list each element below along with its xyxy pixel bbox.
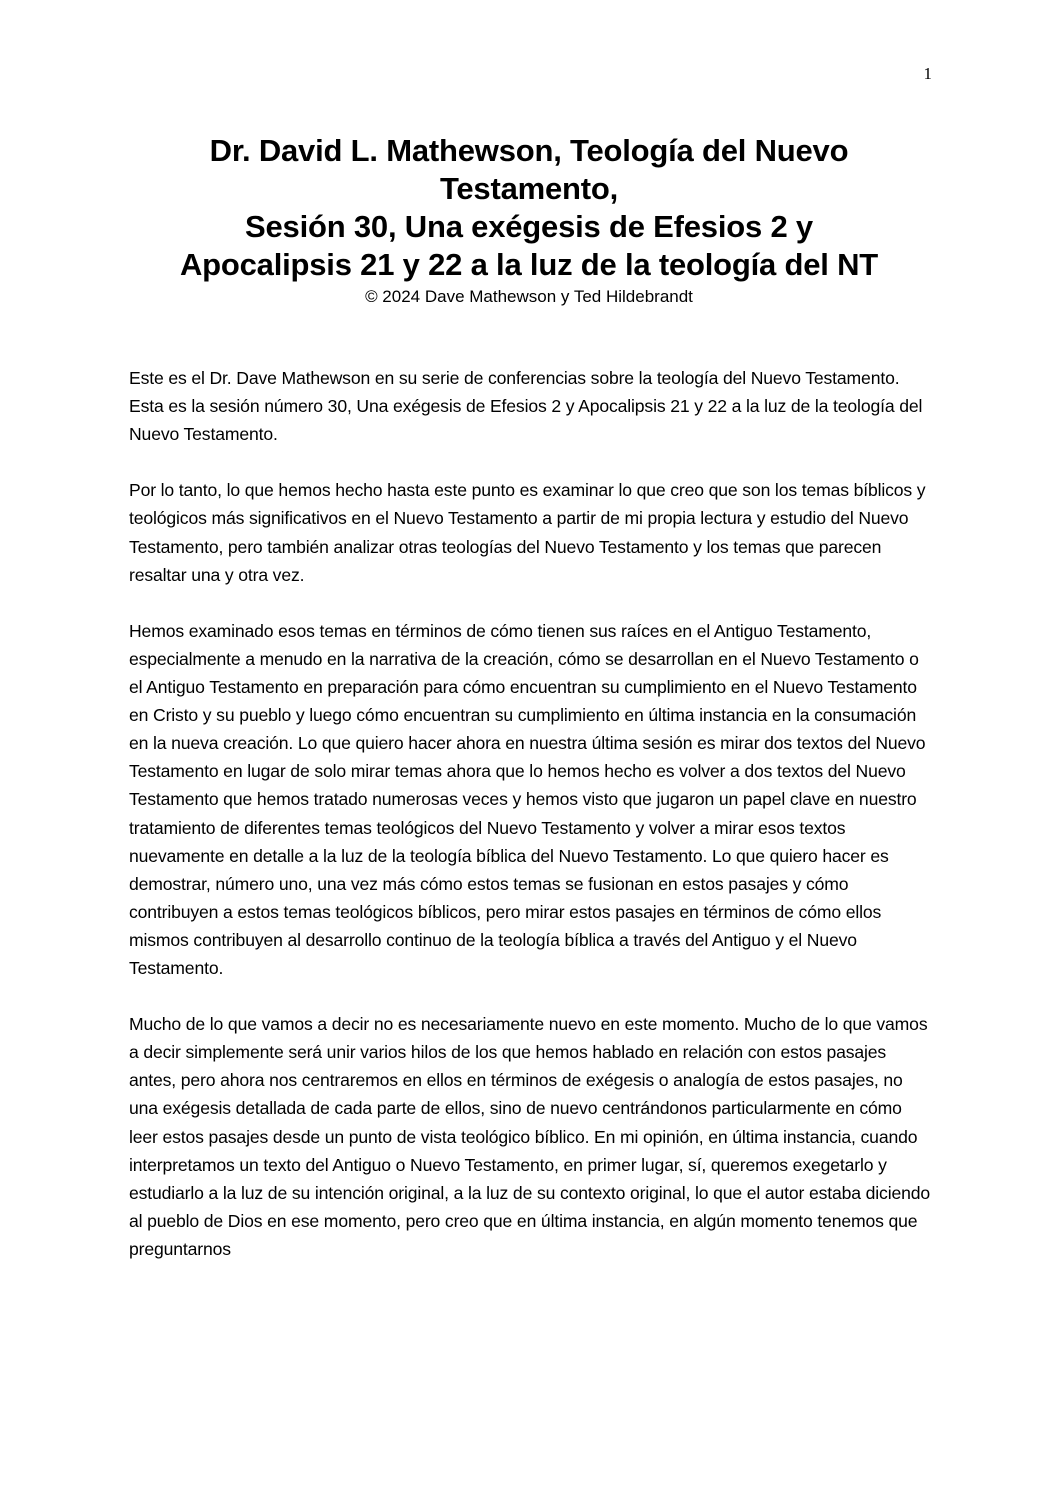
document-header [100,132,958,310]
paragraph-1: Este es el Dr. Dave Mathewson en su serie de conferencias sobre la teología del Nuevo Testamento. Esta es la sesión número 30, Una exégesis de Efesios 2 y Apocalipsis 21 y 22 a la luz de la teología del Nuevo Testamento. [129,368,923,445]
paragraph-2: Por lo tanto, lo que hemos hecho hasta este punto es examinar lo que creo que son los temas bíblicos y teológicos más significativos en el Nuevo Testamento a partir de mi propia lectura y estudio del Nuevo Testamento, pero también analizar otras teologías del Nuevo Testamento y los temas que parecen resaltar una y otra vez. [129,480,926,585]
body-text [129,364,934,1291]
title-line-4: Apocalipsis 21 y 22 a la luz de la teología del NT [179,247,879,282]
copyright-notice: © 2024 Dave Mathewson y Ted Hildebrandt [365,287,693,306]
title-line-3: Sesión 30, Una exégesis de Efesios 2 y [245,209,813,244]
paragraph-4: Mucho de lo que vamos a decir no es necesariamente nuevo en este momento. Mucho de lo que vamos a decir simplemente será unir varios hilos de los que hemos hablado en relación con estos pasajes antes, pero ahora nos centraremos en ellos en términos de exégesis o analogía de estos pasajes, no una exégesis detallada de cada parte de ellos, sino de nuevo centrándonos particularmente en cómo leer estos pasajes desde un punto de vista teológico bíblico. En mi opinión, en última instancia, cuando interpretamos un texto del Antiguo o Nuevo Testamento, en primer lugar, sí, queremos exegetarlo y estudiarlo a la luz de su intención original, a la luz de su contexto original, lo que el autor estaba diciendo al pueblo de Dios en ese momento, pero creo que en última instancia, en algún momento tenemos que preguntarnos [129,1014,931,1259]
paragraph-3: Hemos examinado esos temas en términos de cómo tienen sus raíces en el Antiguo Testamento, especialmente a menudo en la narrativa de la creación, cómo se desarrollan en el Nuevo Testamento o el Antiguo Testamento en preparación para cómo encuentran su cumplimiento en el Nuevo Testamento en Cristo y su pueblo y luego cómo encuentran su cumplimiento en última instancia en la consumación en la nueva creación. Lo que quiero hacer ahora en nuestra última sesión es mirar dos textos del Nuevo Testamento en lugar de solo mirar temas ahora que lo hemos hecho es volver a dos textos del Nuevo Testamento que hemos tratado numerosas veces y hemos visto que jugaron un papel clave en nuestro tratamiento de diferentes temas teológicos del Nuevo Testamento y volver a mirar esos textos nuevamente en detalle a la luz de la teología bíblica del Nuevo Testamento. Lo que quiero hacer es demostrar, número uno, una vez más cómo estos temas se fusionan en estos pasajes y cómo contribuyen a estos temas teológicos bíblicos, pero mirar estos pasajes en términos de cómo ellos mismos contribuyen al desarrollo continuo de la teología bíblica a través del Antiguo y el Nuevo Testamento. [129,620,926,978]
title-line-2: Testamento, [439,171,619,206]
page-number: 1 [923,64,932,83]
title-line-1: Dr. David L. Mathewson, Teología del Nuevo [209,133,849,168]
